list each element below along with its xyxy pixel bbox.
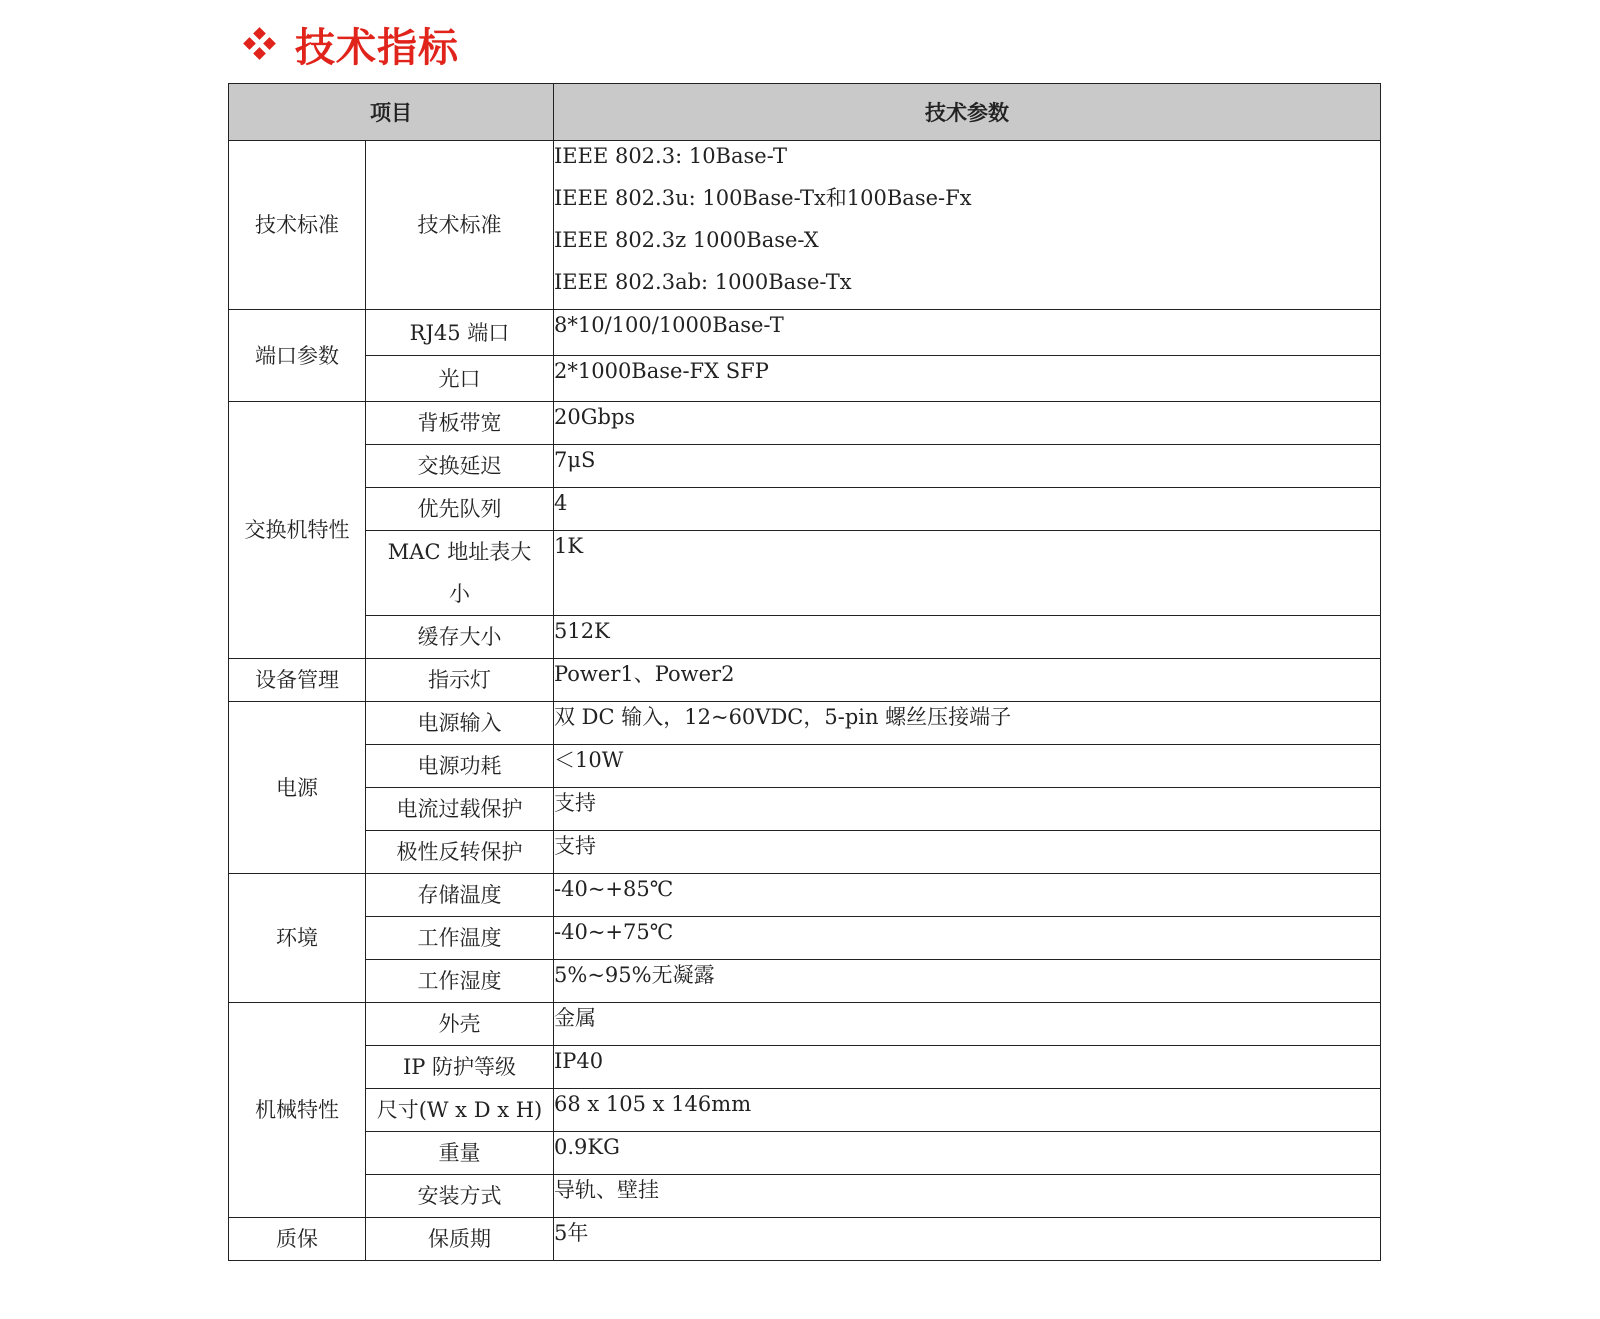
table-row [229, 531, 1381, 616]
item-label: 指示灯 [366, 659, 554, 702]
spec-table [228, 83, 1381, 1261]
table-row [229, 402, 1381, 445]
item-label: 电源功耗 [366, 745, 554, 788]
item-label: 电流过载保护 [366, 788, 554, 831]
table-row [229, 702, 1381, 745]
item-value: 双 DC 输入，12~60VDC，5-pin 螺丝压接端子 [554, 702, 1381, 745]
item-label: 安装方式 [366, 1175, 554, 1218]
item-label: 工作温度 [366, 917, 554, 960]
table-row [229, 310, 1381, 356]
standard-line: IEEE 802.3ab: 1000Base-Tx [554, 270, 852, 294]
item-label: 背板带宽 [366, 402, 554, 445]
standard-line: IEEE 802.3: 10Base-T [554, 144, 788, 168]
item-value: 支持 [554, 788, 1381, 831]
item-label: 交换延迟 [366, 445, 554, 488]
item-value: IP40 [554, 1046, 1381, 1089]
category-warranty: 质保 [229, 1218, 366, 1261]
table-row [229, 1046, 1381, 1089]
category-ports: 端口参数 [229, 310, 366, 402]
table-row [229, 1218, 1381, 1261]
table-row [229, 616, 1381, 659]
item-label: MAC 地址表大小 [366, 531, 554, 616]
table-row [229, 445, 1381, 488]
item-value: 5%~95%无凝露 [554, 960, 1381, 1003]
category-power: 电源 [229, 702, 366, 874]
table-row [229, 659, 1381, 702]
item-label: 外壳 [366, 1003, 554, 1046]
item-label: IP 防护等级 [366, 1046, 554, 1089]
item-value: 8*10/100/1000Base-T [554, 310, 1381, 356]
item-label: 光口 [366, 356, 554, 402]
item-value: 5年 [554, 1218, 1381, 1261]
item-value: -40~+85℃ [554, 874, 1381, 917]
table-row [229, 917, 1381, 960]
item-label: 极性反转保护 [366, 831, 554, 874]
item-value: 512K [554, 616, 1381, 659]
category-environment: 环境 [229, 874, 366, 1003]
table-row [229, 831, 1381, 874]
table-row [229, 1175, 1381, 1218]
item-value: 0.9KG [554, 1132, 1381, 1175]
section-title: 技术指标 [295, 24, 459, 71]
table-row [229, 356, 1381, 402]
category-standards: 技术标准 [229, 141, 366, 310]
item-value: 20Gbps [554, 402, 1381, 445]
header-item: 项目 [229, 84, 554, 141]
four-diamond-icon [243, 27, 277, 61]
table-row [229, 960, 1381, 1003]
table-row [229, 141, 1381, 310]
item-value: 2*1000Base-FX SFP [554, 356, 1381, 402]
standards-values [554, 141, 1381, 310]
item-value: 68 x 105 x 146mm [554, 1089, 1381, 1132]
item-label: 缓存大小 [366, 616, 554, 659]
table-row [229, 488, 1381, 531]
item-label: 优先队列 [366, 488, 554, 531]
category-mechanical: 机械特性 [229, 1003, 366, 1218]
item-value: 4 [554, 488, 1381, 531]
table-header-row [229, 84, 1381, 141]
item-value: 导轨、壁挂 [554, 1175, 1381, 1218]
standard-line: IEEE 802.3u: 100Base-Tx和100Base-Fx [554, 186, 972, 210]
standard-line: IEEE 802.3z 1000Base-X [554, 228, 819, 252]
item-label: 工作湿度 [366, 960, 554, 1003]
table-row [229, 745, 1381, 788]
table-row [229, 1132, 1381, 1175]
table-row [229, 1089, 1381, 1132]
item-value: 支持 [554, 831, 1381, 874]
item-label: 电源输入 [366, 702, 554, 745]
category-management: 设备管理 [229, 659, 366, 702]
item-value: -40~+75℃ [554, 917, 1381, 960]
item-label: RJ45 端口 [366, 310, 554, 356]
table-row [229, 1003, 1381, 1046]
item-label: 尺寸(W x D x H) [366, 1089, 554, 1132]
item-value: ＜10W [554, 745, 1381, 788]
item-label: 存储温度 [366, 874, 554, 917]
item-label: 保质期 [366, 1218, 554, 1261]
item-label: 重量 [366, 1132, 554, 1175]
table-row [229, 788, 1381, 831]
item-value: 7μS [554, 445, 1381, 488]
header-params: 技术参数 [554, 84, 1381, 141]
section-heading [243, 16, 459, 72]
table-row [229, 874, 1381, 917]
item-standards: 技术标准 [366, 141, 554, 310]
item-value: 1K [554, 531, 1381, 616]
item-value: 金属 [554, 1003, 1381, 1046]
item-value: Power1、Power2 [554, 659, 1381, 702]
category-switching: 交换机特性 [229, 402, 366, 659]
